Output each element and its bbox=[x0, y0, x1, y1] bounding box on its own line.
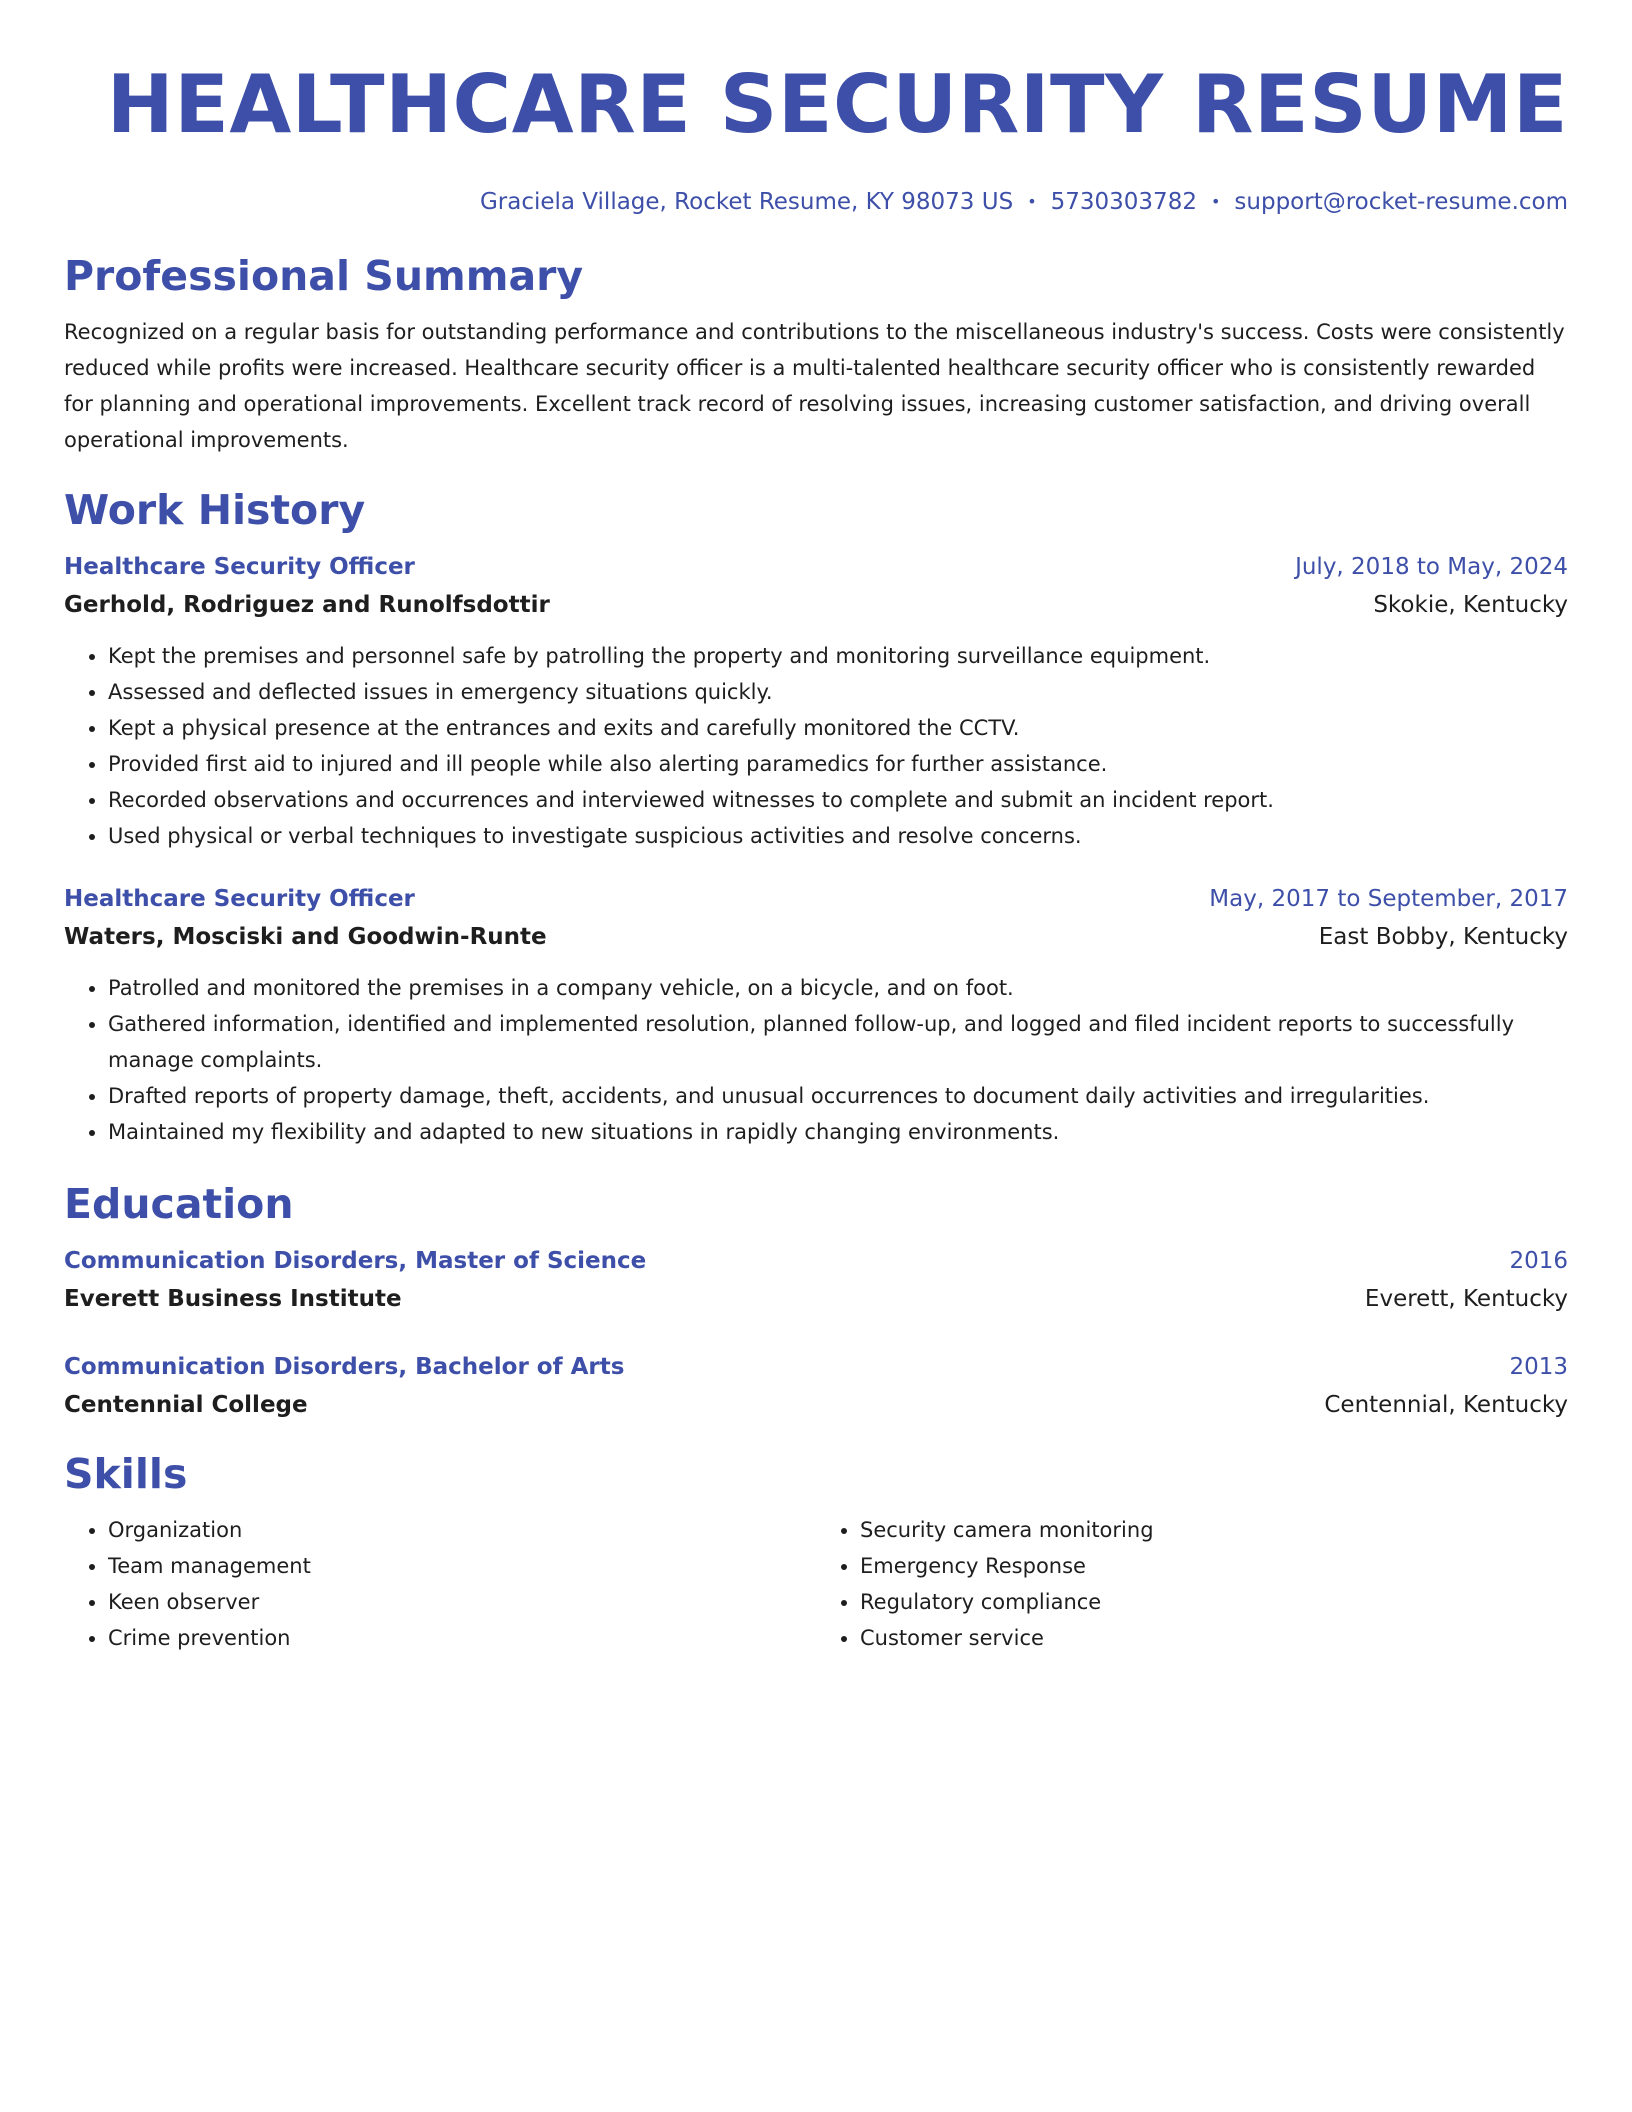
contact-separator: • bbox=[1027, 192, 1037, 211]
skill-item: • Regulatory compliance bbox=[860, 1584, 1568, 1620]
list-item: • Used physical or verbal techniques to investigate suspicious activities and resolve concerns. bbox=[108, 818, 1568, 854]
job-location: Skokie, Kentucky bbox=[1373, 592, 1568, 618]
skill-item: • Crime prevention bbox=[108, 1620, 816, 1656]
job-title: Healthcare Security Officer bbox=[64, 886, 415, 912]
education-header-row bbox=[64, 1348, 1568, 1386]
job-employer-row bbox=[64, 586, 1568, 624]
list-item: • Provided first aid to injured and ill people while also alerting paramedics for further assistance. bbox=[108, 746, 1568, 782]
summary-section bbox=[64, 248, 1568, 458]
job-header-row bbox=[64, 880, 1568, 918]
contact-separator: • bbox=[1210, 192, 1221, 211]
skills-list bbox=[64, 1512, 816, 1656]
skill-item: • Security camera monitoring bbox=[860, 1512, 1568, 1548]
contact-address: Graciela Village, Rocket Resume, KY 98073 US bbox=[479, 189, 1014, 215]
education-school-row bbox=[64, 1386, 1568, 1424]
skills-list bbox=[816, 1512, 1568, 1656]
job-entry bbox=[64, 548, 1568, 854]
summary-text: Recognized on a regular basis for outstanding performance and contributions to the miscellaneous industry's success. Costs were consistently reduced while profits were increased. Healthcare security officer is a multi-talented healthcare security officer who is consistently rewarded for planning and operational improvements. Excellent track record of resolving issues, increasing customer satisfaction, and driving overall operational improvements. bbox=[64, 320, 1565, 452]
job-location: East Bobby, Kentucky bbox=[1318, 924, 1568, 950]
education-section bbox=[64, 1176, 1568, 1424]
education-entry bbox=[64, 1348, 1568, 1424]
education-degree: Communication Disorders, Bachelor of Arts bbox=[64, 1354, 625, 1380]
section-title-work-history: Work History bbox=[64, 486, 366, 534]
job-dates: July, 2018 to May, 2024 bbox=[1295, 554, 1568, 580]
job-employer: Gerhold, Rodriguez and Runolfsdottir bbox=[64, 592, 550, 618]
contact-email: support@rocket-resume.com bbox=[1234, 189, 1568, 215]
list-item: • Maintained my flexibility and adapted to new situations in rapidly changing environments. bbox=[108, 1114, 1568, 1150]
section-title-skills: Skills bbox=[64, 1450, 188, 1498]
job-duties-list bbox=[64, 970, 1568, 1150]
education-year: 2016 bbox=[1509, 1248, 1568, 1274]
list-item: • Assessed and deflected issues in emergency situations quickly. bbox=[108, 674, 1568, 710]
contact-line bbox=[64, 186, 1568, 218]
education-location: Centennial, Kentucky bbox=[1324, 1392, 1568, 1418]
skills-columns bbox=[64, 1512, 1568, 1656]
list-item: • Kept a physical presence at the entrances and exits and carefully monitored the CCTV. bbox=[108, 710, 1568, 746]
skill-item: • Keen observer bbox=[108, 1584, 816, 1620]
job-header-row bbox=[64, 548, 1568, 586]
skill-item: • Emergency Response bbox=[860, 1548, 1568, 1584]
job-entry bbox=[64, 880, 1568, 1150]
job-dates: May, 2017 to September, 2017 bbox=[1209, 886, 1568, 912]
education-school-row bbox=[64, 1280, 1568, 1318]
skills-section bbox=[64, 1446, 1568, 1656]
education-school: Centennial College bbox=[64, 1392, 308, 1418]
job-employer-row bbox=[64, 918, 1568, 956]
education-degree: Communication Disorders, Master of Science bbox=[64, 1248, 647, 1274]
list-item: • Patrolled and monitored the premises in a company vehicle, on a bicycle, and on foot. bbox=[108, 970, 1568, 1006]
section-title-summary: Professional Summary bbox=[64, 252, 584, 300]
skill-item: • Organization bbox=[108, 1512, 816, 1548]
skills-column-left bbox=[64, 1512, 816, 1656]
education-location: Everett, Kentucky bbox=[1364, 1286, 1568, 1312]
education-header-row bbox=[64, 1242, 1568, 1280]
contact-phone: 5730303782 bbox=[1050, 189, 1197, 215]
list-item: • Recorded observations and occurrences and interviewed witnesses to complete and submit an incident report. bbox=[108, 782, 1568, 818]
list-item: • Kept the premises and personnel safe by patrolling the property and monitoring surveillance equipment. bbox=[108, 638, 1568, 674]
section-title-education: Education bbox=[64, 1180, 294, 1228]
job-title: Healthcare Security Officer bbox=[64, 554, 415, 580]
job-duties-list bbox=[64, 638, 1568, 854]
skills-column-right bbox=[816, 1512, 1568, 1656]
education-entry bbox=[64, 1242, 1568, 1318]
education-year: 2013 bbox=[1509, 1354, 1568, 1380]
job-employer: Waters, Mosciski and Goodwin-Runte bbox=[64, 924, 547, 950]
resume-title: HEALTHCARE SECURITY RESUME bbox=[106, 58, 1568, 151]
work-history-section bbox=[64, 482, 1568, 1150]
list-item: • Gathered information, identified and implemented resolution, planned follow-up, and logged and filed incident reports to successfully manage complaints. bbox=[108, 1006, 1568, 1078]
resume-header bbox=[64, 0, 1568, 218]
skill-item: • Customer service bbox=[860, 1620, 1568, 1656]
list-item: • Drafted reports of property damage, theft, accidents, and unusual occurrences to document daily activities and irregularities. bbox=[108, 1078, 1568, 1114]
skill-item: • Team management bbox=[108, 1548, 816, 1584]
education-school: Everett Business Institute bbox=[64, 1286, 402, 1312]
